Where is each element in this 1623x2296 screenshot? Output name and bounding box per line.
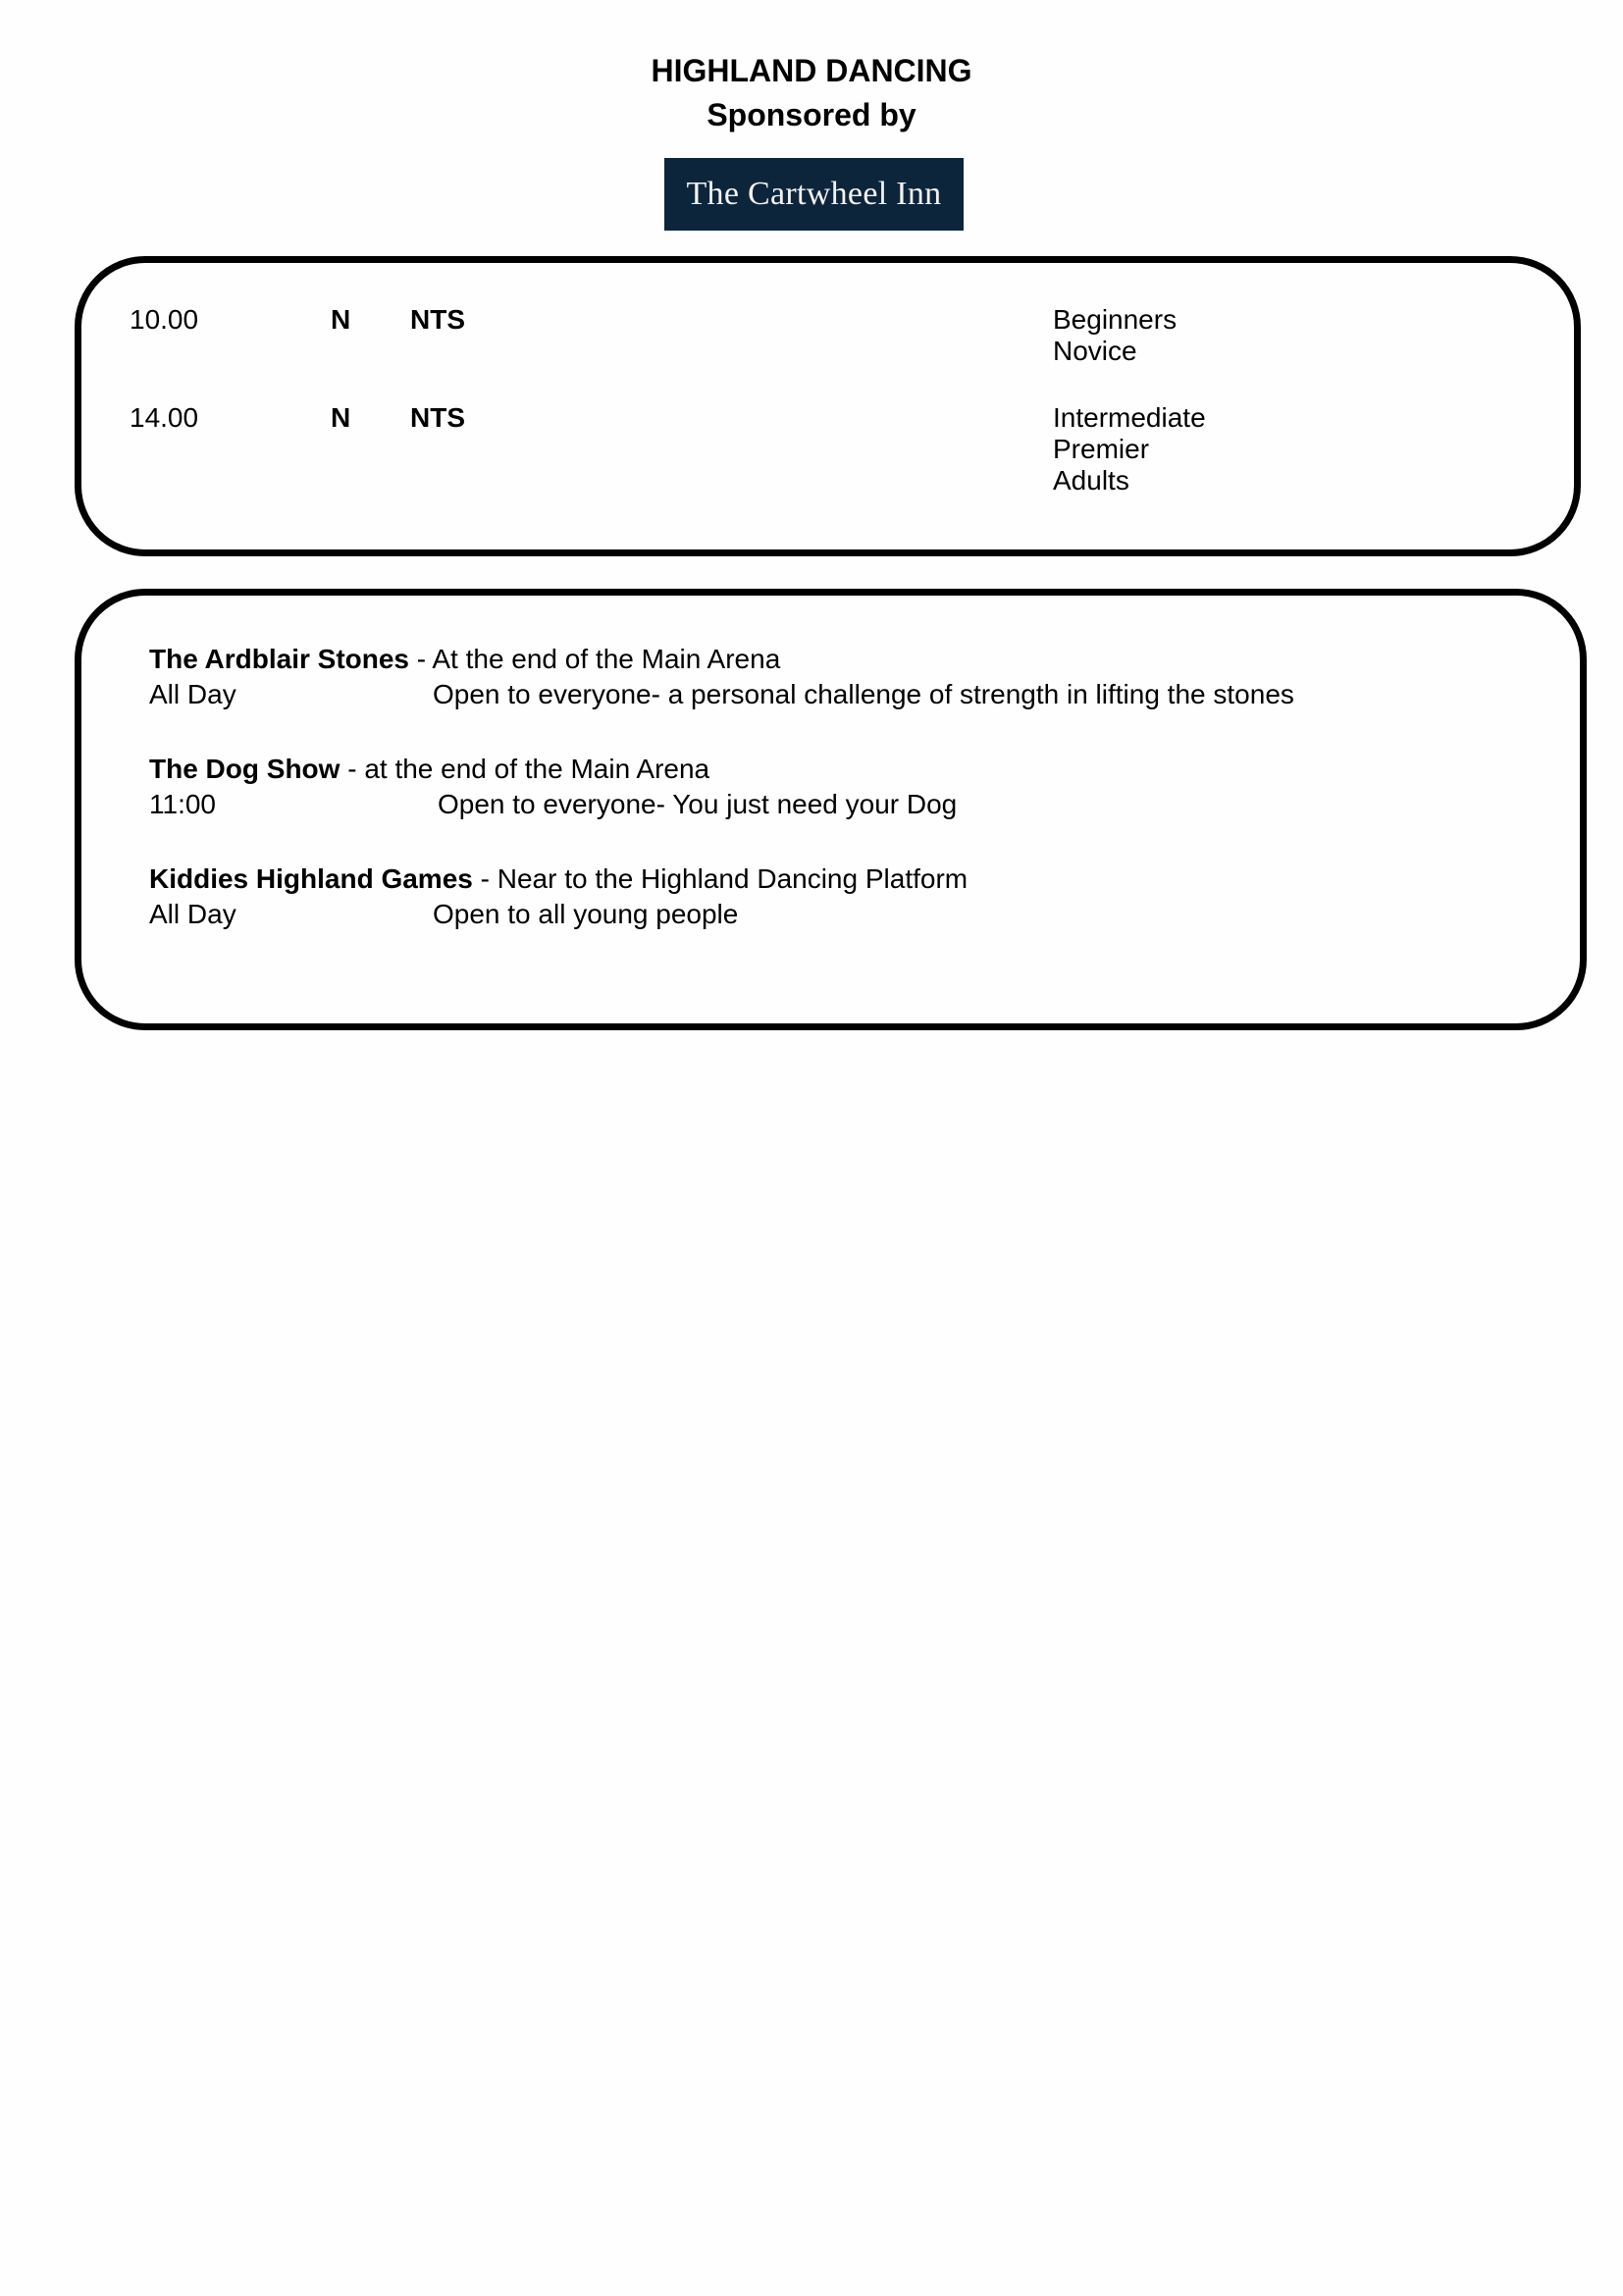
- sponsor-logo: [664, 158, 964, 231]
- activity-name: The Ardblair Stones: [149, 644, 410, 674]
- level-item: Beginners: [1053, 304, 1178, 335]
- schedule-levels: [1053, 402, 1206, 496]
- schedule-org: NTS: [410, 402, 465, 433]
- activity-name: Kiddies Highland Games: [149, 863, 473, 894]
- activity-heading: [149, 753, 709, 786]
- level-item: Premier: [1053, 434, 1150, 464]
- level-item: Adults: [1053, 465, 1129, 496]
- activity-location: - at the end of the Main Arena: [340, 754, 710, 784]
- schedule-time: 10.00: [130, 304, 199, 335]
- level-item: Intermediate: [1053, 402, 1206, 433]
- activity-heading: [149, 643, 780, 676]
- activity-when: 11:00: [149, 789, 216, 819]
- activity-heading: [149, 862, 968, 896]
- activity-when: All Day: [149, 679, 236, 709]
- page-title: HIGHLAND DANCING: [651, 53, 972, 88]
- activity-location: - At the end of the Main Arena: [409, 644, 781, 674]
- schedule-code: N: [331, 402, 351, 433]
- sponsor-logo-text: The Cartwheel Inn: [686, 176, 942, 212]
- schedule-org: NTS: [410, 304, 465, 335]
- activity-description: Open to everyone- You just need your Dog: [438, 789, 958, 819]
- sponsor-heading: Sponsored by: [707, 97, 916, 132]
- activity-name: The Dog Show: [149, 754, 340, 784]
- activity-when: All Day: [149, 899, 236, 929]
- schedule-panel: [75, 256, 1581, 556]
- schedule-levels: [1053, 304, 1177, 367]
- schedule-time: 14.00: [130, 402, 199, 433]
- activity-description: Open to all young people: [433, 899, 739, 929]
- level-item: Novice: [1053, 336, 1137, 366]
- activity-description: Open to everyone- a personal challenge of strength in lifting the stones: [433, 679, 1294, 709]
- activity-location: - Near to the Highland Dancing Platform: [472, 863, 969, 894]
- schedule-code: N: [331, 304, 351, 335]
